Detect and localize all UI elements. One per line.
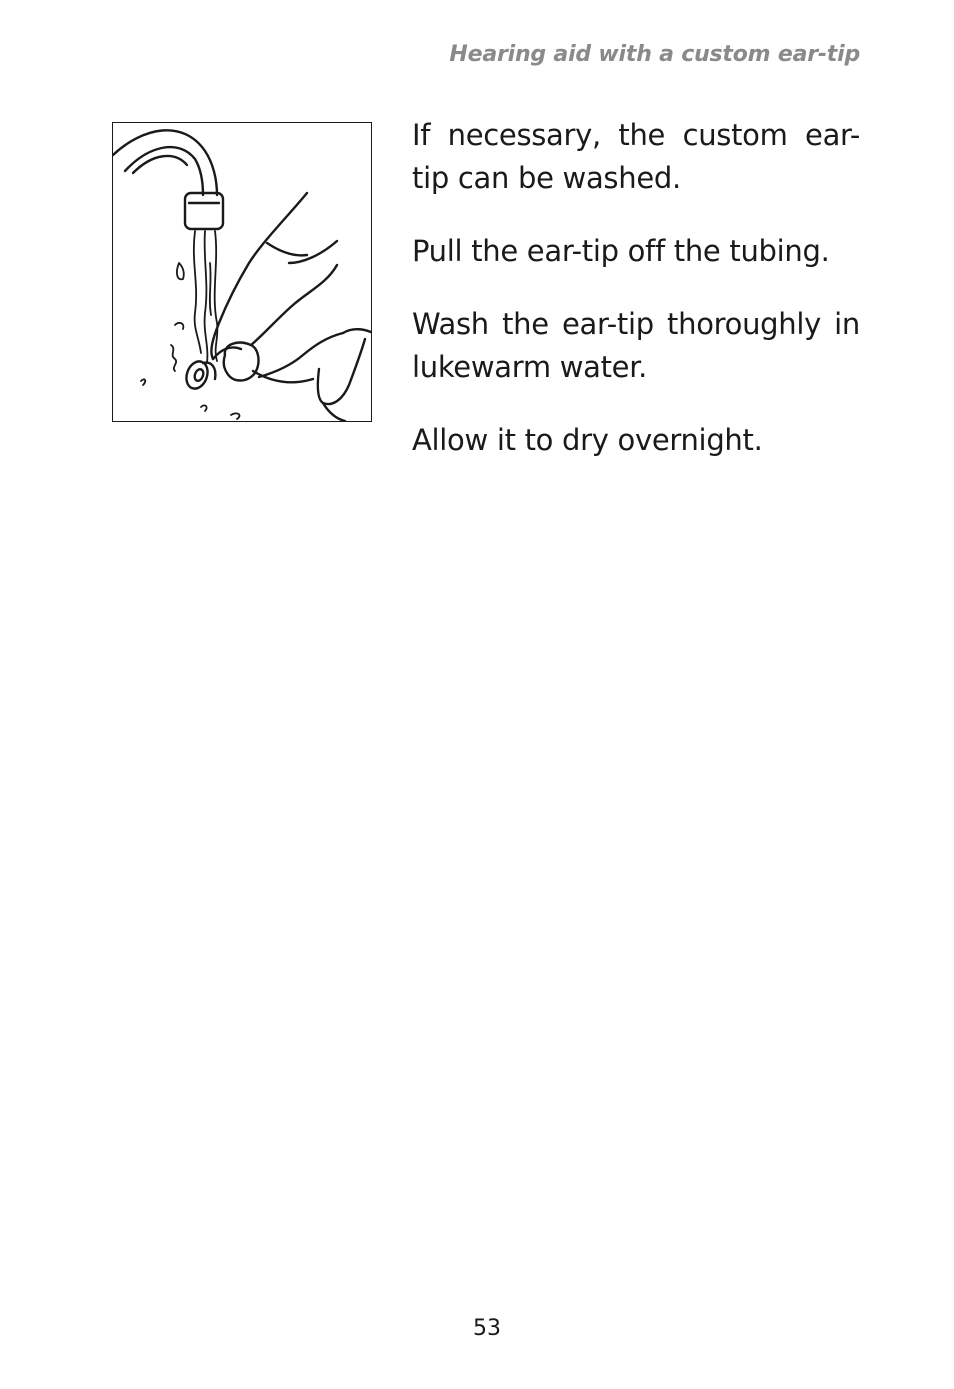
running-header: Hearing aid with a custom ear-tip xyxy=(449,42,860,67)
body-text xyxy=(412,114,860,492)
hand-icon xyxy=(211,193,372,421)
ear-tip-icon xyxy=(183,358,216,391)
water-droplets-icon xyxy=(141,263,239,419)
paragraph-dry-overnight: Allow it to dry overnight. xyxy=(412,423,763,457)
faucet-washing-ear-tip-illustration xyxy=(112,122,372,422)
paragraph-wash-lukewarm: Wash the ear-tip thoroughly in lukewarm water. xyxy=(412,307,860,384)
water-stream-icon xyxy=(194,231,218,363)
page-number: 53 xyxy=(473,1316,501,1341)
paragraph-wash-intro: If necessary, the custom ear-tip can be washed. xyxy=(412,118,860,195)
paragraph-pull-ear-tip: Pull the ear-tip off the tubing. xyxy=(412,234,830,268)
faucet-icon xyxy=(113,130,223,229)
